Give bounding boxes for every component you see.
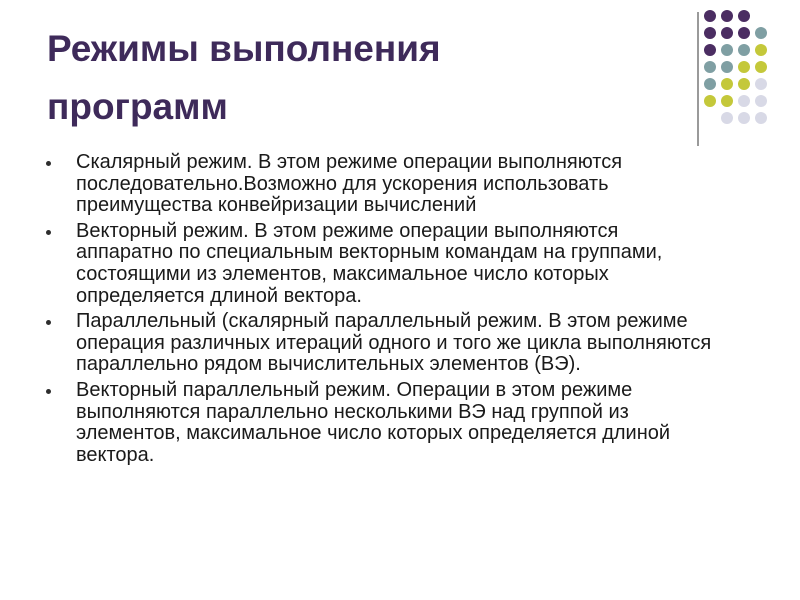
bullet-item-vector-parallel (40, 380, 720, 466)
slide-title-line-1: Режимы выполнения (47, 28, 441, 69)
bullet-dot-icon (46, 230, 51, 235)
slide-title (47, 20, 647, 136)
vertical-divider (697, 12, 699, 146)
decorative-dot (755, 95, 767, 107)
bullet-text: Векторный режим. В этом режиме операции выполняются аппаратно по специальным векторным командам на группами, состоящими из элементов, максимальное число которых определяется длиной вектора. (76, 219, 663, 307)
decorative-dot (738, 95, 750, 107)
bullet-dot-icon (46, 389, 51, 394)
decorative-dot (721, 112, 733, 124)
decorative-dot (721, 10, 733, 22)
decorative-dot (738, 44, 750, 56)
decorative-dot (738, 78, 750, 90)
bullet-list (40, 152, 720, 470)
decorative-dot (755, 112, 767, 124)
decorative-dot (721, 95, 733, 107)
decorative-dot (721, 61, 733, 73)
bullet-text: Скалярный режим. В этом режиме операции выполняются последовательно.Возможно для ускорения использовать преимущества конвейризации вычислений (76, 151, 623, 217)
decorative-dot (755, 61, 767, 73)
decorative-dot (738, 61, 750, 73)
decorative-dot (704, 27, 716, 39)
decorative-dot (704, 44, 716, 56)
bullet-item-parallel (40, 311, 720, 376)
decorative-dot (738, 10, 750, 22)
decorative-dot (755, 27, 767, 39)
decorative-dot (721, 44, 733, 56)
decorative-dot (738, 27, 750, 39)
decorative-dot (755, 44, 767, 56)
bullet-text: Параллельный (скалярный параллельный режим. В этом режиме операция различных итераций одного и того же цикла выполняются параллельно рядом вычислительных элементов (ВЭ). (76, 310, 712, 376)
slide-title-line-2: программ (47, 86, 228, 127)
decorative-dot (755, 78, 767, 90)
bullet-item-scalar (40, 152, 720, 217)
bullet-dot-icon (46, 161, 51, 166)
decorative-dot (704, 78, 716, 90)
decorative-dot (704, 95, 716, 107)
decorative-dot (721, 78, 733, 90)
decorative-dot (704, 10, 716, 22)
bullet-text: Векторный параллельный режим. Операции в этом режиме выполняются параллельно несколькими ВЭ над группой из элементов, максимальное число которых определяется длиной вектора. (76, 378, 671, 466)
decorative-dot (721, 27, 733, 39)
bullet-dot-icon (46, 320, 51, 325)
bullet-item-vector (40, 221, 720, 307)
decorative-dot (704, 61, 716, 73)
decorative-dot-grid (704, 10, 778, 130)
decorative-dot (738, 112, 750, 124)
